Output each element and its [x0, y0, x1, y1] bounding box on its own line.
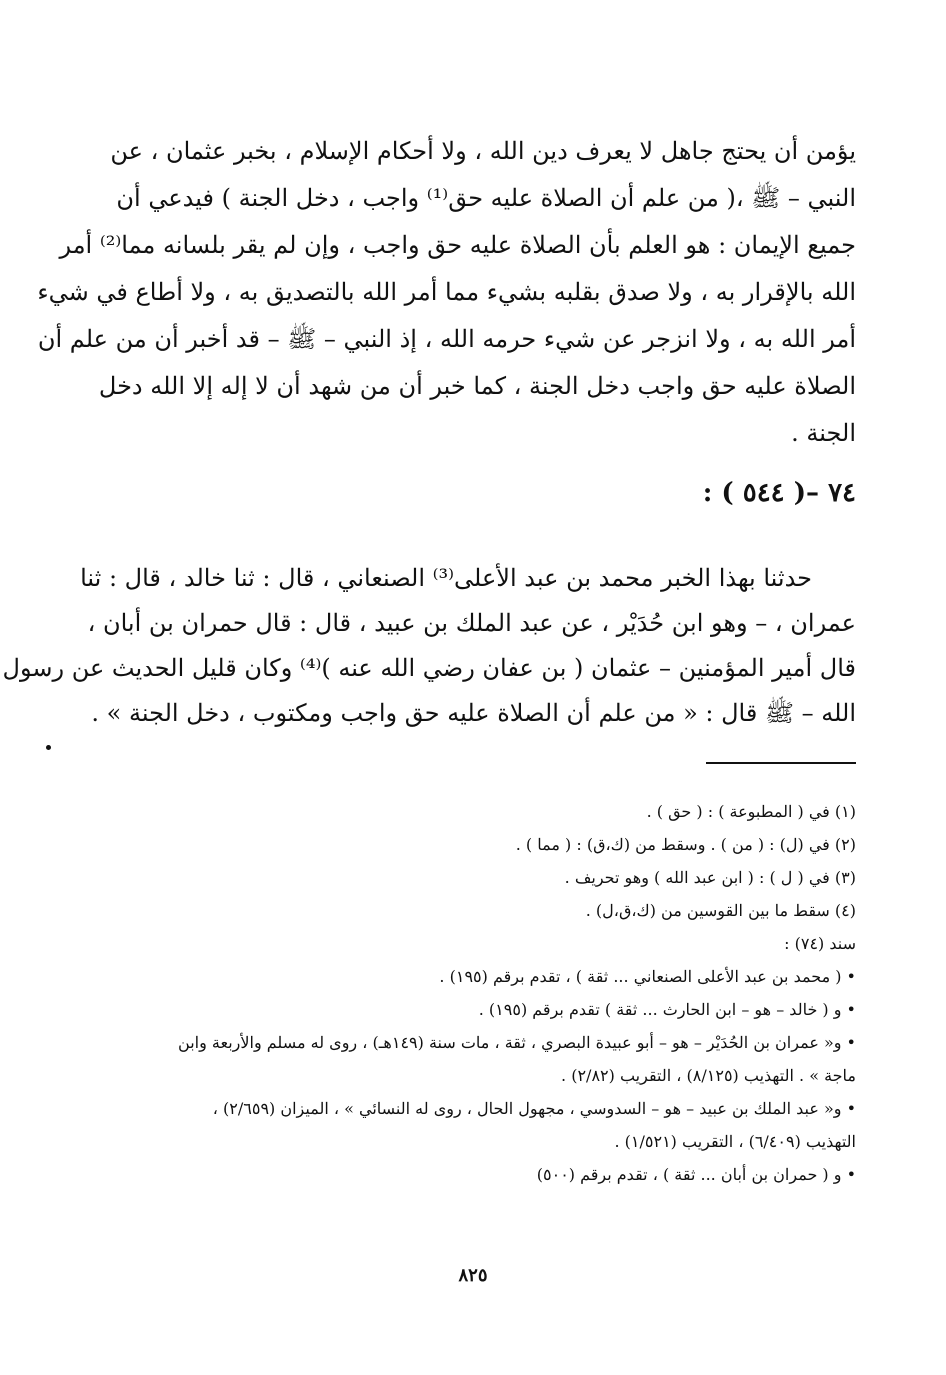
- text-line: الله بالإقرار به ، ولا صدق بقلبه بشيء مما أمر الله بالتصديق به ، ولا أطاع في شيء: [37, 278, 856, 306]
- footnote-line: (٤) سقط ما بين القوسين من (ك،ق،ل) .: [585, 901, 856, 920]
- text-line: الجنة .: [791, 419, 856, 447]
- text-line: يؤمن أن يحتج جاهل لا يعرف دين الله ، ولا أحكام الإسلام ، بخبر عثمان ، عن: [110, 137, 856, 165]
- text-line: حدثنا بهذا الخبر محمد بن عبد الأعلى⁽³⁾ الصنعاني ، قال : ثنا خالد ، قال : ثنا: [80, 564, 812, 592]
- footnote-line: • و« عبد الملك بن عبيد – هو – السدوسي ، مجهول الحال ، روى له النسائي » ، الميزان (٢/٦٥٩) ،: [212, 1099, 856, 1118]
- page-number: ٨٢٥: [458, 1265, 488, 1286]
- text-line: عمران ، – وهو ابن حُدَيْر ، عن عبد الملك بن عبيد ، قال : قال حمران بن أبان ،: [87, 609, 856, 637]
- hadith-number-heading: ٧٤ –( ٥٤٤ ) :: [702, 478, 856, 508]
- footnote-line: التهذيب (٦/٤٠٩) ، التقريب (١/٥٢١) .: [614, 1132, 856, 1151]
- footnotes-section: [116, 795, 856, 1191]
- footnote-line: • و ( خالد – هو – ابن الحارث ... ثقة ) تقدم برقم (١٩٥) .: [478, 1000, 856, 1019]
- main-paragraph: [37, 128, 856, 457]
- margin-dot: [46, 745, 51, 750]
- text-line: النبي – ﷺ ،( من علم أن الصلاة عليه حق⁽¹⁾ واجب ، دخل الجنة ) فيدعي أن: [116, 184, 856, 212]
- footnote-line: • و« عمران بن الحُدَيْر – هو – أبو عبيدة البصري ، ثقة ، مات سنة (١٤٩هـ) ، روى له مسلم والأربعة وابن: [178, 1033, 856, 1052]
- text-line: قال أمير المؤمنين – عثمان ( بن عفان رضي الله عنه )⁽⁴⁾ وكان قليل الحديث عن رسول: [2, 654, 856, 682]
- text-line: أمر الله به ، ولا انزجر عن شيء حرمه الله ، إذ النبي – ﷺ – قد أخبر أن من علم أن: [37, 325, 856, 353]
- footnote-line: • و ( حمران بن أبان ... ثقة ) ، تقدم برقم (٥٠٠): [536, 1165, 856, 1184]
- text-line: الصلاة عليه حق واجب دخل الجنة ، كما خبر أن من شهد أن لا إله إلا الله دخل: [98, 372, 856, 400]
- footnote-line: • ( محمد بن عبد الأعلى الصنعاني ... ثقة ) ، تقدم برقم (١٩٥) .: [439, 967, 856, 986]
- hadith-paragraph: [2, 556, 856, 736]
- text-line: جميع الإيمان : هو العلم بأن الصلاة عليه حق واجب ، وإن لم يقر بلسانه مما⁽²⁾ أمر: [59, 231, 856, 259]
- footnote-line: سند (٧٤) :: [784, 934, 856, 953]
- footnote-line: ماجة » . التهذيب (٨/١٢٥) ، التقريب (٢/٨٢) .: [561, 1066, 856, 1085]
- footnote-line: (٢) في (ل) : ( من ) . وسقط من (ك،ق) : ( مما ) .: [515, 835, 856, 854]
- footnote-divider: [706, 762, 856, 764]
- footnote-line: (١) في ( المطبوعة ) : ( حق ) .: [646, 802, 856, 821]
- footnote-line: (٣) في ( ل ) : ( ابن عبد الله ) وهو تحريف .: [564, 868, 856, 887]
- text-line: الله – ﷺ قال : « من علم أن الصلاة عليه حق واجب ومكتوب ، دخل الجنة » .: [91, 699, 856, 727]
